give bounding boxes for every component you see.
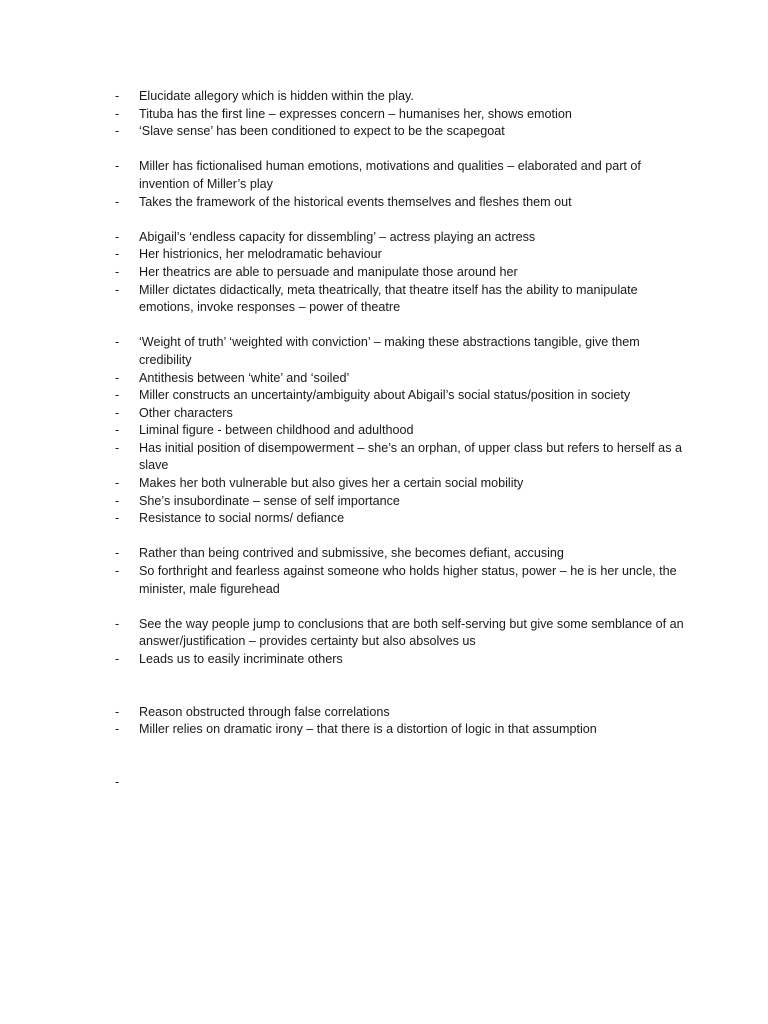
list-item-text: Miller constructs an uncertainty/ambiguity about Abigail’s social status/position in society bbox=[139, 388, 631, 403]
list-item-text: Other characters bbox=[139, 405, 233, 420]
list-item bbox=[114, 721, 684, 739]
list-item-text: She’s insubordinate – sense of self importance bbox=[139, 493, 400, 508]
list-item bbox=[114, 545, 684, 563]
bullet-notes bbox=[114, 88, 684, 790]
bullet-dash: - bbox=[115, 546, 120, 561]
list-item bbox=[114, 158, 684, 193]
bullet-dash: - bbox=[115, 370, 120, 385]
note-group-2 bbox=[114, 158, 684, 211]
bullet-dash: - bbox=[115, 493, 120, 508]
list-item bbox=[114, 704, 684, 722]
list-item-text: Miller relies on dramatic irony – that there is a distortion of logic in that assumption bbox=[139, 722, 597, 737]
list-item bbox=[114, 616, 684, 651]
bullet-dash: - bbox=[115, 564, 120, 579]
bullet-dash: - bbox=[115, 247, 120, 262]
bullet-dash: - bbox=[115, 775, 120, 790]
bullet-dash: - bbox=[115, 89, 120, 103]
note-group-6 bbox=[114, 616, 684, 669]
bullet-dash: - bbox=[115, 722, 120, 737]
list-item bbox=[114, 475, 684, 493]
list-item-text: Liminal figure - between childhood and adulthood bbox=[139, 423, 414, 438]
bullet-dash: - bbox=[115, 616, 120, 631]
note-group-1 bbox=[114, 88, 684, 141]
bullet-dash: - bbox=[115, 106, 120, 121]
note-group-4 bbox=[114, 334, 684, 528]
list-item-text: ‘Slave sense’ has been conditioned to expect to be the scapegoat bbox=[139, 124, 505, 139]
list-item-text: Elucidate allegory which is hidden within the play. bbox=[139, 89, 414, 103]
list-item bbox=[114, 405, 684, 423]
list-item bbox=[114, 563, 684, 598]
bullet-dash: - bbox=[115, 511, 120, 526]
list-item-text: Resistance to social norms/ defiance bbox=[139, 511, 345, 526]
list-item bbox=[114, 88, 684, 106]
list-item bbox=[114, 123, 684, 141]
list-item bbox=[114, 387, 684, 405]
list-item bbox=[114, 440, 684, 475]
list-item bbox=[114, 264, 684, 282]
list-item bbox=[114, 106, 684, 124]
bullet-dash: - bbox=[115, 282, 120, 297]
bullet-dash: - bbox=[115, 229, 120, 244]
bullet-dash: - bbox=[115, 335, 120, 350]
list-item bbox=[114, 510, 684, 528]
bullet-dash: - bbox=[115, 159, 120, 174]
list-item bbox=[114, 422, 684, 440]
list-item-text: Reason obstructed through false correlations bbox=[139, 704, 390, 719]
list-item-text: Abigail’s ‘endless capacity for dissembling’ – actress playing an actress bbox=[139, 229, 536, 244]
list-item bbox=[114, 194, 684, 212]
list-item bbox=[114, 334, 684, 369]
bullet-dash: - bbox=[115, 652, 120, 666]
list-item-text: Her histrionics, her melodramatic behaviour bbox=[139, 247, 382, 262]
list-item bbox=[114, 651, 684, 669]
bullet-dash: - bbox=[115, 124, 120, 139]
note-group-3 bbox=[114, 229, 684, 317]
list-item-text: Antithesis between ‘white’ and ‘soiled’ bbox=[139, 370, 350, 385]
bullet-dash: - bbox=[115, 704, 120, 719]
list-item-text: Has initial position of disempowerment – she’s an orphan, of upper class but refers to herself as a slave bbox=[139, 440, 682, 473]
list-item-text: Miller dictates didactically, meta theatrically, that theatre itself has the ability to manipulate emotions, invoke responses – power of theatre bbox=[139, 282, 638, 315]
list-item bbox=[114, 229, 684, 247]
list-item-text: Leads us to easily incriminate others bbox=[139, 652, 343, 666]
list-item bbox=[114, 493, 684, 511]
list-item-text: Her theatrics are able to persuade and manipulate those around her bbox=[139, 264, 518, 279]
bullet-dash: - bbox=[115, 440, 120, 455]
bullet-dash: - bbox=[115, 423, 120, 438]
list-item bbox=[114, 282, 684, 317]
bullet-dash: - bbox=[115, 476, 120, 491]
list-item-text: Miller has fictionalised human emotions, motivations and qualities – elaborated and part of invention of Miller’s play bbox=[139, 159, 641, 191]
bullet-dash: - bbox=[115, 264, 120, 279]
bullet-dash: - bbox=[115, 194, 120, 209]
list-item-text: ‘Weight of truth’ ‘weighted with conviction’ – making these abstractions tangible, give them credibility bbox=[139, 335, 640, 367]
list-item-text: Rather than being contrived and submissive, she becomes defiant, accusing bbox=[139, 546, 564, 561]
list-item bbox=[114, 246, 684, 264]
list-item-text: Makes her both vulnerable but also gives her a certain social mobility bbox=[139, 476, 524, 491]
list-item-text: So forthright and fearless against someone who holds higher status, power – he is her uncle, the minister, male figurehead bbox=[139, 564, 677, 596]
list-item-text: Tituba has the first line – expresses concern – humanises her, shows emotion bbox=[139, 106, 572, 121]
list-item bbox=[114, 370, 684, 388]
list-item-text: See the way people jump to conclusions that are both self-serving but give some semblance of an answer/justification – provides certainty but also absolves us bbox=[139, 616, 684, 649]
list-item-text: Takes the framework of the historical events themselves and fleshes them out bbox=[139, 194, 572, 209]
note-group-5 bbox=[114, 545, 684, 598]
bullet-dash: - bbox=[115, 405, 120, 420]
note-group-7 bbox=[114, 704, 684, 739]
bullet-dash: - bbox=[115, 388, 120, 403]
